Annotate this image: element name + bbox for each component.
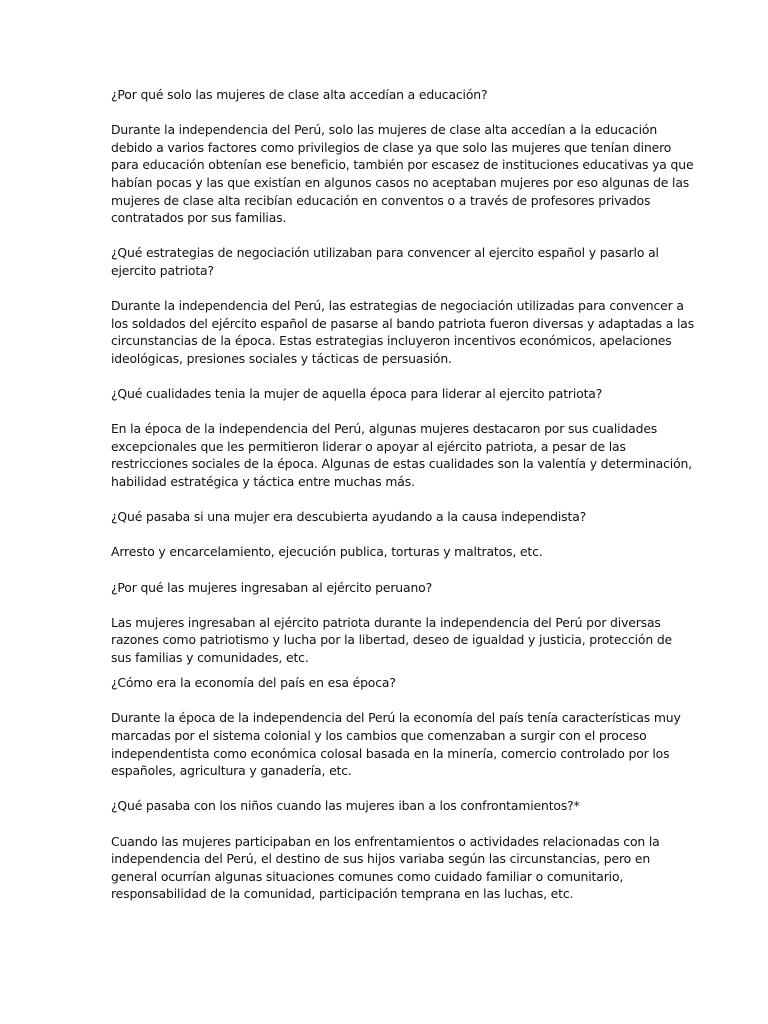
answer-7 [111,833,661,903]
question-3: ¿Qué cualidades tenia la mujer de aquella época para liderar al ejercito patriota? [111,386,603,402]
answer-line: Cuando las mujeres participaban en los enfrentamientos o actividades relacionadas con la [111,833,660,849]
answer-line: independencia del Perú, el destino de sus hijos variaba según las circunstancias, pero en [111,851,651,867]
answer-line: Durante la independencia del Perú, las estrategias de negociación utilizadas para convencer a [111,298,684,314]
answer-line: circunstancias de la época. Estas estrategias incluyeron incentivos económicos, apelaciones [111,333,672,349]
question-7: ¿Qué pasaba con los niños cuando las mujeres iban a los confrontamientos?* [111,798,580,814]
answer-line: habilidad estratégica y táctica entre muchas más. [111,474,415,490]
answer-line: Arresto y encarcelamiento, ejecución publica, torturas y maltratos, etc. [111,544,543,560]
answer-line: sus familias y comunidades, etc. [111,650,309,665]
answer-line: marcadas por el sistema colonial y los cambios que comenzaban a surgir con el proceso [111,727,647,743]
answer-4 [111,543,661,561]
question-5: ¿Por qué las mujeres ingresaban al ejército peruano? [111,579,433,595]
answer-line: Las mujeres ingresaban al ejército patriota durante la independencia del Perú por diversas [111,614,661,630]
question-6: ¿Cómo era la economía del país en esa época? [111,675,396,691]
answer-line: razones como patriotismo y lucha por la libertad, deseo de igualdad y justicia, protección de [111,632,673,648]
answer-line: contratados por sus familias. [111,210,287,226]
answer-2 [111,297,695,367]
answer-line: restricciones sociales de la época. Algunas de estas cualidades son la valentía y determinación, [111,456,693,472]
document-page [111,86,695,921]
question-2 [111,244,661,279]
question-1: ¿Por qué solo las mujeres de clase alta accedían a educación? [111,87,488,102]
answer-line: debido a varios factores como privilegios de clase ya que solo las mujeres que tenían dinero [111,139,672,155]
answer-line: responsabilidad de la comunidad, participación temprana en las luchas, etc. [111,886,574,902]
answer-line: para educación obtenían ese beneficio, también por escasez de instituciones educativas ya que [111,157,694,173]
answer-6 [111,709,681,779]
answer-line: excepcionales que les permitieron liderar o apoyar al ejército patriota, a pesar de las [111,438,626,454]
answer-line: independentista como económica colosal basada en la minería, comercio controlado por los [111,745,670,761]
answer-line: Durante la época de la independencia del Perú la economía del país tenía características muy [111,710,681,726]
answer-3 [111,420,693,490]
question-4: ¿Qué pasaba si una mujer era descubierta ayudando a la causa independista? [111,509,587,525]
answer-line: En la época de la independencia del Perú, algunas mujeres destacaron por sus cualidades [111,421,658,437]
answer-line: Durante la independencia del Perú, solo las mujeres de clase alta accedían a la educación [111,122,658,138]
answer-line: españoles, agricultura y ganadería, etc. [111,763,352,779]
answer-line: ideológicas, presiones sociales y tácticas de persuasión. [111,350,452,366]
question-line: ejercito patriota? [111,262,214,278]
answer-line: los soldados del ejército español de pasarse al bando patriota fueron diversas y adaptadas a las [111,315,695,331]
question-line: ¿Qué estrategias de negociación utilizaban para convencer al ejercito español y pasarlo al [111,245,659,261]
answer-line: habían pocas y las que existían en algunos casos no aceptaban mujeres por eso algunas de las [111,174,690,190]
answer-line: general ocurrían algunas situaciones comunes como cuidado familiar o comunitario, [111,868,624,884]
answer-line: mujeres de clase alta recibían educación en conventos o a través de profesores privados [111,192,651,208]
answer-1 [111,121,694,227]
answer-5 [111,614,673,667]
